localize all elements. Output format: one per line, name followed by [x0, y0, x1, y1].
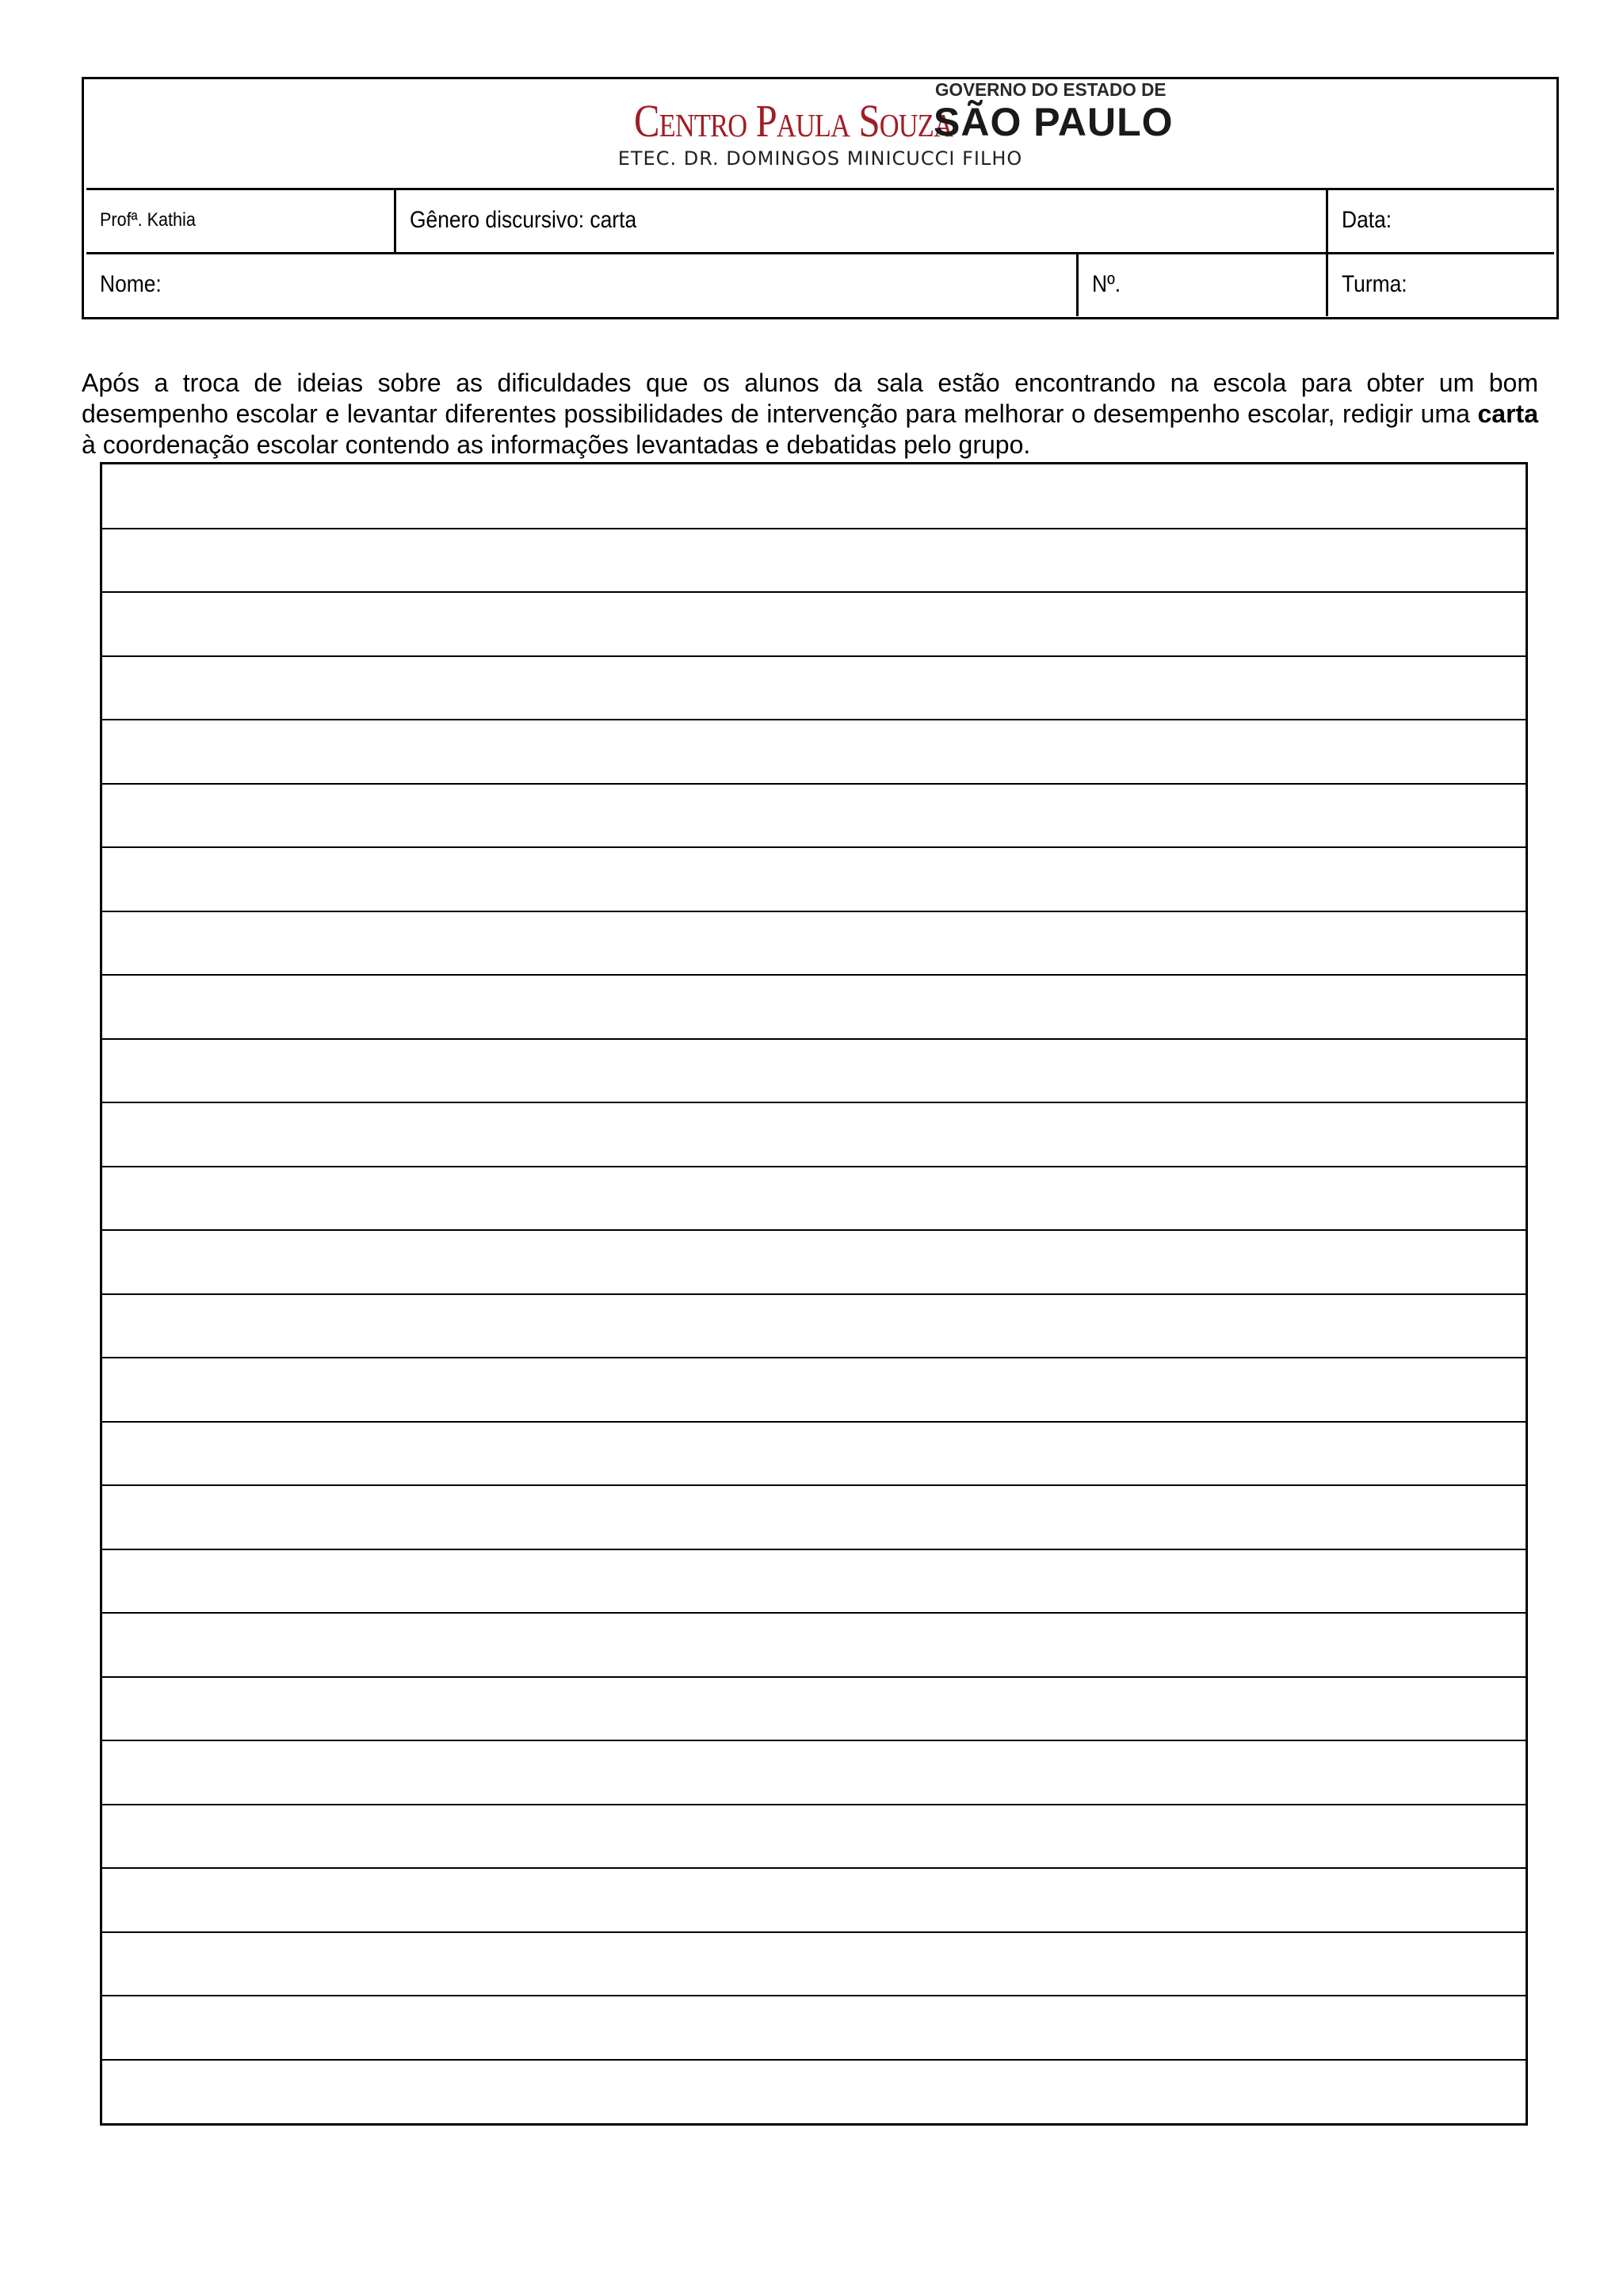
instructions-text-end: à coordenação escolar contendo as informações levantadas e debatidas pelo grupo. [82, 430, 1031, 459]
instructions-bold-word: carta [1477, 399, 1538, 428]
writing-line [102, 783, 1526, 785]
writing-line [102, 1421, 1526, 1423]
class-label: Turma: [1342, 270, 1407, 297]
writing-line [102, 1166, 1526, 1167]
writing-line [102, 1229, 1526, 1231]
name-field[interactable] [86, 252, 1079, 316]
writing-line [102, 1995, 1526, 1996]
name-label: Nome: [100, 270, 162, 297]
governo-sp-logo-main: SÃO PAULO [934, 100, 1174, 144]
genre-cell [396, 188, 1328, 252]
writing-line [102, 1102, 1526, 1103]
writing-area[interactable] [100, 462, 1528, 2126]
header-row-student [86, 252, 1554, 316]
writing-line [102, 2059, 1526, 2061]
writing-line [102, 655, 1526, 657]
instructions-text-start: Após a troca de ideias sobre as dificuldades que os alunos da sala estão encontrando na escola para obter um bom desempenho escolar e levantar diferentes possibilidades de intervenção para melhorar o desempenho escolar, redigir uma [82, 369, 1538, 428]
header-row-teacher [86, 188, 1554, 254]
instructions-paragraph [82, 368, 1538, 460]
writing-line [102, 1867, 1526, 1869]
writing-line [102, 528, 1526, 529]
date-label: Data: [1342, 206, 1392, 233]
centro-paula-souza-logo: Centro Paula Souza [634, 95, 953, 147]
institution-logos [634, 81, 1189, 156]
writing-line [102, 1038, 1526, 1040]
logo-row [86, 79, 1554, 190]
writing-line [102, 1804, 1526, 1805]
school-name: ETEC. DR. DOMINGOS MINICUCCI FILHO [617, 147, 1023, 170]
form-header [82, 77, 1559, 319]
writing-line [102, 719, 1526, 720]
writing-line [102, 1484, 1526, 1486]
writing-line [102, 1549, 1526, 1550]
governo-sp-logo-top: GOVERNO DO ESTADO DE [935, 79, 1167, 100]
writing-line [102, 974, 1526, 976]
teacher-cell [86, 188, 396, 252]
writing-line [102, 911, 1526, 912]
writing-line [102, 1740, 1526, 1741]
writing-line [102, 1612, 1526, 1614]
genre-label: Gênero discursivo: carta [410, 206, 637, 233]
writing-line [102, 1676, 1526, 1678]
date-field[interactable] [1328, 188, 1554, 252]
writing-line [102, 1293, 1526, 1295]
teacher-label: Profª. Kathia [100, 208, 196, 231]
writing-line [102, 1931, 1526, 1933]
class-field[interactable] [1328, 252, 1554, 316]
writing-line [102, 1357, 1526, 1358]
number-field[interactable] [1079, 252, 1328, 316]
writing-line [102, 846, 1526, 848]
writing-line [102, 591, 1526, 593]
number-label: Nº. [1092, 270, 1121, 297]
